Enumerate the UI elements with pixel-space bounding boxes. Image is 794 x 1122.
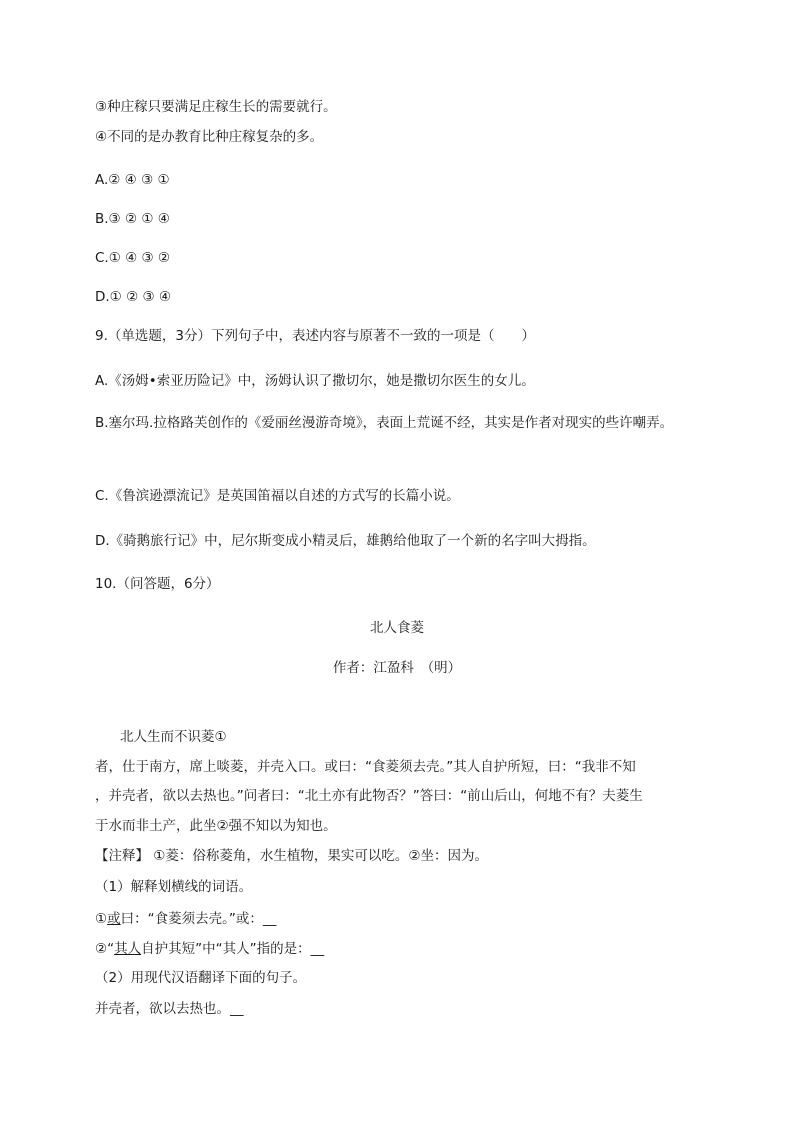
sub1b-underlined-word: 其人	[114, 941, 142, 957]
passage-line-4: 于水而非土产，此坐②强不知以为知也。	[95, 818, 337, 834]
passage-line-2: 者，仕于南方，席上啖菱，并壳入口。或曰：“食菱须去壳。”其人自护所短，曰：“我非不知	[95, 759, 636, 775]
q8-option-a: A.② ④ ③ ①	[95, 172, 170, 188]
sub-question-1b	[95, 939, 324, 959]
sub-question-1a	[95, 909, 276, 929]
q9-stem: 9.（单选题，3分）下列句子中，表述内容与原著不一致的一项是（ ）	[95, 328, 535, 344]
sub1a-underlined-word: 或	[107, 911, 121, 927]
q8-line-4: ④不同的是办教育比种庄稼复杂的多。	[95, 129, 324, 145]
q8-option-c: C.① ④ ③ ②	[95, 250, 171, 266]
sub-question-2: （2）用现代汉语翻译下面的句子。	[95, 970, 307, 986]
q10-stem: 10.（问答题，6分）	[95, 576, 220, 592]
q9-option-b: B.塞尔玛.拉格路芙创作的《爱丽丝漫游奇境》，表面上荒诞不经，其实是作者对现实的些许嘲弄。	[95, 415, 674, 431]
passage-line-1: 北人生而不识菱①	[120, 729, 227, 745]
sub1a-rest: 曰：“食菱须去壳。”或：__	[120, 911, 277, 927]
passage-title: 北人食菱	[370, 620, 424, 636]
sub-question-1: （1）解释划横线的词语。	[95, 879, 253, 895]
passage-author: 作者：江盈科 （明）	[332, 660, 462, 676]
q9-option-c: C.《鲁滨逊漂流记》是英国笛福以自述的方式写的长篇小说。	[95, 488, 460, 504]
sub-question-2a: 并壳者，欲以去热也。__	[95, 1001, 244, 1017]
q8-option-b: B.③ ② ① ④	[95, 211, 170, 227]
annotation-note: 【注释】 ①菱：俗称菱角，水生植物，果实可以吃。②坐：因为。	[95, 848, 488, 864]
sub1b-prefix: ②“	[95, 941, 115, 957]
sub1a-prefix: ①	[95, 911, 108, 927]
passage-line-3: ，并壳者，欲以去热也。”问者曰：“北土亦有此物否？”答曰：“前山后山，何地不有？夫菱生	[95, 788, 643, 804]
q8-line-3: ③种庄稼只要满足庄稼生长的需要就行。	[95, 99, 337, 115]
q8-option-d: D.① ② ③ ④	[95, 289, 171, 305]
q9-option-d: D.《骑鹅旅行记》中，尼尔斯变成小精灵后，雄鹅给他取了一个新的名字叫大拇指。	[95, 533, 596, 549]
q9-option-a: A.《汤姆•索亚历险记》中，汤姆认识了撒切尔，她是撒切尔医生的女儿。	[95, 373, 535, 389]
sub1b-rest: 自护其短”中“其人”指的是：__	[141, 941, 325, 957]
